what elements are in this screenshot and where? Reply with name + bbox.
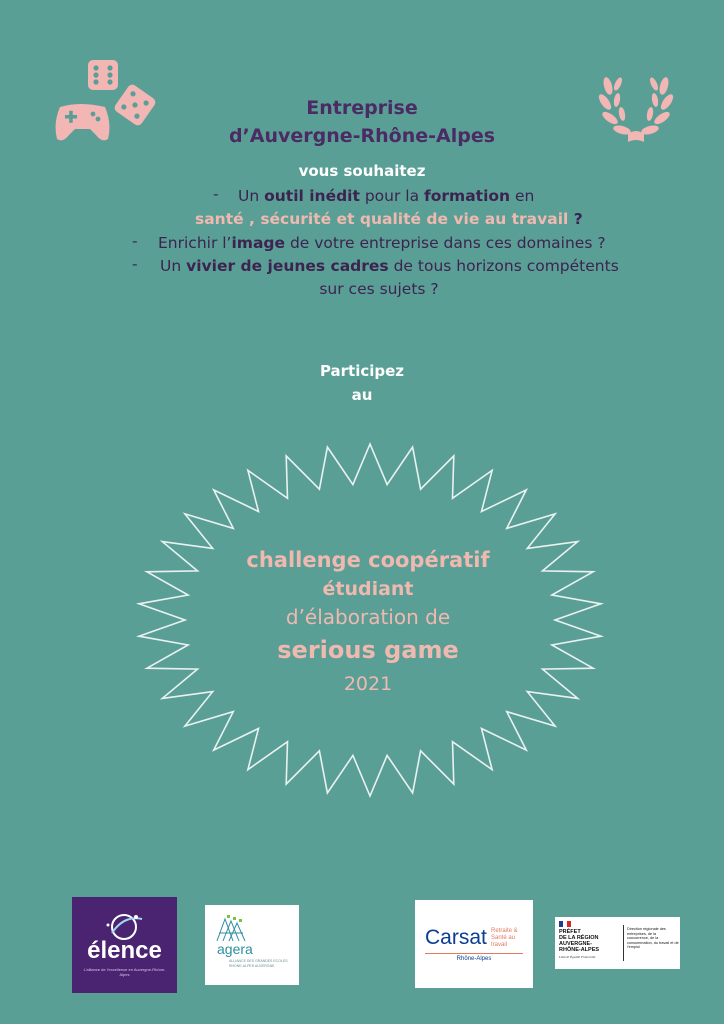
carsat-logo xyxy=(415,900,533,988)
highlight-text: santé , sécurité et qualité de vie au travail xyxy=(195,210,569,228)
text: Un xyxy=(238,187,265,205)
text: ? xyxy=(568,210,583,228)
text: Un xyxy=(160,257,187,275)
bullet-1-line-2 xyxy=(195,208,583,231)
text: pour la xyxy=(359,187,425,205)
agera-wordmark: agera xyxy=(217,941,253,957)
text: en xyxy=(510,187,535,205)
challenge-line-2: étudiant xyxy=(322,578,414,600)
elence-logo xyxy=(72,897,177,993)
highlight-text: outil inédit xyxy=(264,187,360,205)
challenge-line-1: challenge coopératif xyxy=(246,548,490,572)
au-text: au xyxy=(351,386,373,404)
challenge-line-5: 2021 xyxy=(343,673,393,695)
elence-tagline: L’alliance de l’excellence en Auvergne-Rhône-Alpes xyxy=(83,967,166,977)
text: de tous horizons compétents xyxy=(388,257,619,275)
carsat-rule xyxy=(425,953,523,954)
carsat-side-text: Retraite & Santé au travail xyxy=(491,928,518,948)
bullet-2 xyxy=(158,232,606,255)
agera-logo xyxy=(205,905,299,985)
prefet-line-4: RHÔNE-ALPES xyxy=(559,947,600,953)
bullet-dash: - xyxy=(132,255,138,273)
prefet-line-1: PRÉFET xyxy=(559,929,581,935)
participez-text: Participez xyxy=(319,362,405,380)
highlight-text: formation xyxy=(424,187,511,205)
prefet-direction: Direction régionale des entreprises, de la concurrence, de la consommation, du travail et de l’emploi xyxy=(627,927,679,950)
highlight-text: image xyxy=(231,234,286,252)
prefet-motto: Liberté Égalité Fraternité xyxy=(559,955,596,959)
french-flag-icon xyxy=(559,921,571,927)
subtitle: vous souhaitez xyxy=(298,162,426,180)
text: Enrichir l’ xyxy=(158,234,232,252)
highlight-text: vivier de jeunes cadres xyxy=(186,257,389,275)
challenge-line-3: d’élaboration de xyxy=(285,605,451,629)
elence-wordmark: élence xyxy=(87,937,162,964)
prefet-line-2: DE LA RÉGION xyxy=(559,935,599,941)
prefet-logo xyxy=(555,917,680,969)
carsat-wordmark: Carsat xyxy=(425,926,487,949)
title-line-1: Entreprise xyxy=(306,97,418,119)
text: de votre entreprise dans ces domaines ? xyxy=(285,234,606,252)
prefet-title xyxy=(559,929,599,953)
carsat-region: Rhône-Alpes xyxy=(456,956,492,962)
agera-tagline: ALLIANCE DES GRANDES ECOLES RHONE-ALPES AUVERGNE xyxy=(229,959,288,968)
bullet-dash: - xyxy=(132,232,138,250)
prefet-line-3: AUVERGNE- xyxy=(559,941,593,947)
challenge-line-4: serious game xyxy=(277,636,459,664)
prefet-divider xyxy=(623,925,624,961)
title-line-2: d’Auvergne-Rhône-Alpes xyxy=(228,125,496,147)
bullet-3-line-1 xyxy=(160,255,619,278)
bullet-1-line-1 xyxy=(238,185,534,208)
bullet-3-line-2: sur ces sujets ? xyxy=(319,280,439,298)
bullet-dash: - xyxy=(213,185,219,203)
